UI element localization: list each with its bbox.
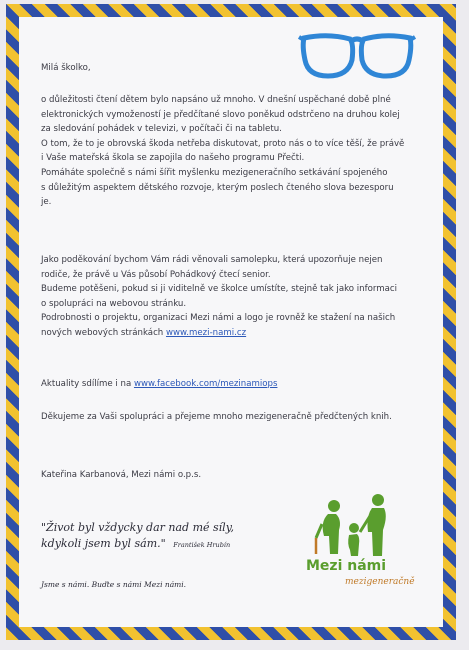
intro-line: o důležitosti čtení dětem bylo napsáno už mnoho. V dnešní uspěchané době plné (41, 95, 391, 105)
intro-line: Pomáháte společně s námi šířit myšlenku mezigeneračního setkávání spojeného (41, 167, 388, 178)
intro-line: je. (41, 197, 52, 208)
facebook-prefix: Aktuality sdílíme i na (41, 379, 132, 389)
website-link[interactable]: www.mezi-nami.cz (165, 327, 247, 338)
glasses-icon (298, 30, 416, 80)
intro-paragraph (41, 93, 431, 210)
intro-line: O tom, že to je obrovská škoda netřeba diskutovat, proto nás o to více těší, že právě (41, 138, 405, 149)
thanks-line: Podrobnosti o projektu, organizaci Mezi námi a logo je rovněž ke stažení na našich (41, 313, 396, 324)
thanks-line: Jako poděkování bychom Vám rádi věnovali samolepku, která upozorňuje nejen (41, 255, 383, 265)
facebook-link[interactable]: www.facebook.com/mezinamiops (133, 379, 278, 389)
web-prefix: nových webových stránkách (41, 327, 164, 338)
quote-line-1: "Život byl vždycky dar nad mé síly, (41, 521, 234, 534)
quote-author: František Hrubín (173, 541, 231, 549)
logo-subtitle: mezigeneračně (345, 577, 415, 587)
thanks-paragraph (41, 253, 431, 341)
quote-line-2 (41, 537, 230, 550)
intro-line: s důležitým aspektem dětského rozvoje, kterým poslech čteného slova bezesporu (41, 182, 394, 193)
logo-title: Mezi námi (306, 558, 387, 574)
thanks-line: o spolupráci na webovou stránku. (41, 298, 187, 309)
signature: Kateřina Karbanová, Mezi námi o.p.s. (41, 470, 202, 480)
thanks-line: rodiče, že právě u Vás působí Pohádkový čtecí senior. (41, 269, 271, 280)
intro-line: elektronických vymožeností je předčítané slovo poněkud odstrčeno na druhou kolej (41, 109, 400, 120)
intro-line: za sledování pohádek v televizi, v počítači či na tabletu. (41, 124, 282, 135)
intro-line: i Vaše mateřská škola se zapojila do našeho programu Přečti. (41, 153, 305, 164)
thanks-line: Budeme potěšeni, pokud si ji viditelně ve školce umístíte, stejně tak jako informaci (41, 284, 397, 295)
web-line (41, 326, 431, 341)
greeting: Milá školko, (41, 63, 91, 73)
quote-text: kdykoli jsem byl sám." (41, 537, 166, 550)
closing-line: Děkujeme za Vaši spolupráci a přejeme mnoho mezigeneračně předčtených knih. (41, 412, 392, 422)
motto: Jsme s námi. Buďte s námi Mezi námi. (41, 580, 187, 589)
facebook-line (41, 377, 431, 392)
